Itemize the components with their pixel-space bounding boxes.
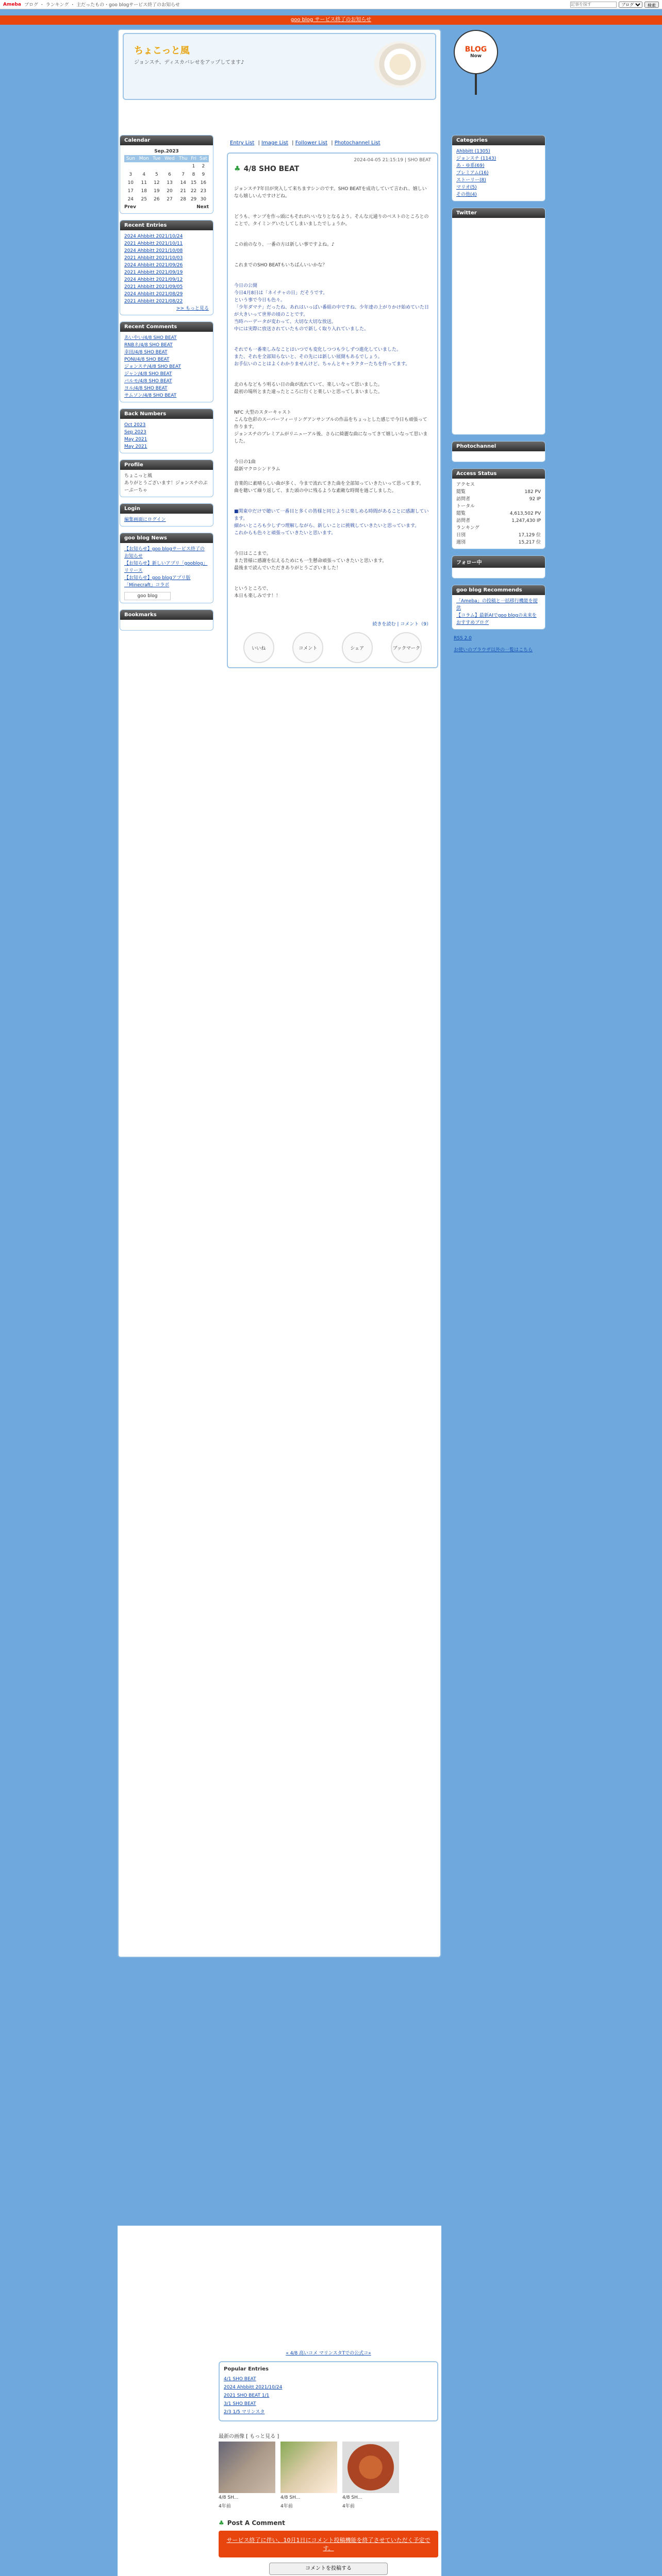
comment-link[interactable]: 幸田/4/8 SHO BEAT (124, 350, 168, 355)
follower-list-link[interactable]: Follower List (295, 140, 328, 146)
share-icon[interactable]: シェア (342, 632, 373, 663)
back-number-link[interactable]: Sep 2023 (124, 430, 146, 435)
back-number-link[interactable]: May 2021 (124, 437, 147, 442)
recent-entry-link[interactable]: 2024 Ahbbitt 2021/10/08 (124, 248, 183, 253)
rss-link[interactable]: RSS 2.0 (454, 636, 472, 641)
access-status-box (452, 468, 545, 549)
top-navigation: Entry List | Image List | Follower List | Photochannel List (230, 140, 380, 146)
category-link[interactable]: マリオ(5) (456, 185, 477, 190)
comment-link[interactable]: ヨル/4/8 SHO BEAT (124, 386, 168, 391)
clover-icon: ♣ (234, 165, 241, 173)
popular-link[interactable]: 2021 SHO BEAT 1/1 (224, 2393, 270, 2398)
search-button[interactable]: 検索 (644, 2, 659, 8)
photochannel-box (452, 441, 545, 462)
comment-icon[interactable]: コメント (292, 632, 323, 663)
recent-entry-link[interactable]: 2021 Ahbbitt 2021/08/22 (124, 299, 183, 304)
blog-title[interactable]: ちょこっと風 (134, 45, 190, 56)
access-row: 閲覧 4,613,502 PV (456, 511, 541, 516)
photo-thumb[interactable]: 4/8 SH... 4年前 (280, 2442, 337, 2509)
blog-header (123, 33, 436, 100)
rss-note[interactable]: お使いのブラウザ以外の一覧はこちら (454, 648, 533, 653)
clover-icon: ♣ (219, 2519, 224, 2527)
calendar-table: Sun Mon Tue Wed Thu Fri Sat 1 2 3 4 5 6 7 8 9 10 11 12 13 14 15 16 17 18 19 20 21 22 23 24 25 26 27 28 29 30 (124, 155, 209, 204)
access-row: ランキング (456, 526, 479, 531)
access-title: Access Status (452, 469, 545, 479)
search-input[interactable] (570, 2, 617, 8)
login-link[interactable]: 編集画面にログイン (124, 517, 166, 522)
access-row: 日別 17,129 位 (456, 533, 541, 538)
calendar-title: Calendar (120, 135, 213, 145)
comment-link[interactable]: PONI/4/8 SHO BEAT (124, 357, 170, 362)
popular-link[interactable]: 2/3 1/5 マリンスタ (224, 2410, 265, 2415)
search-area (570, 2, 659, 8)
news-link[interactable]: 【お知らせ】goo blogサービス終了のお知らせ (124, 547, 205, 559)
entry-action-icons (234, 632, 431, 663)
main-column (227, 135, 438, 668)
popular-link[interactable]: 3/1 SHO BEAT (224, 2401, 256, 2406)
profile-box (120, 460, 213, 497)
entry-paragraph: 今日の1曲 最新マクロシンドラム 音楽的に素晴らしい曲が多く、今まで流れてきた曲を全部知っていきたいって思ってます。 曲を聴いて繰り返して、また頭の中に残るような素敵な時間を過ごしました。 (234, 460, 424, 494)
rss-area (452, 636, 545, 653)
recent-entries-title: Recent Entries (120, 221, 213, 230)
comment-link[interactable]: バルモ/4/8 SHO BEAT (124, 379, 172, 384)
categories-title: Categories (452, 135, 545, 145)
lower-content (219, 2349, 438, 2576)
access-row: アクセス (456, 482, 475, 487)
entry-paragraph: 今日はここまで。 また皆様に感謝を伝えるためにも一生懸命頑張っていきたいと思います。 最後まで読んでいただきありがとうございました！ (234, 551, 387, 571)
back-number-link[interactable]: May 2021 (124, 444, 147, 449)
category-link[interactable]: ストーリー(8) (456, 178, 486, 183)
category-link[interactable]: その他(4) (456, 192, 477, 197)
entry-paragraph: この前のなり、一番の方は新しい事ですよね。♪ (234, 242, 335, 247)
following-title: フォロー中 (452, 556, 545, 568)
left-sidebar (120, 135, 213, 637)
access-row: 週別 15,217 位 (456, 540, 541, 545)
calendar-month: Sep.2023 (154, 149, 179, 154)
entry-paragraph: 今日の公開 今日4月8日は「ネイチャの日」だそうです。 という事で今日も色々。 「少年ダマテ」だったね、あれはいっぱい番組の中ですね、少年達の上がりかけ始めていた日が大きいって世界の頃のことです。 当時ハーデータが変わって、大切な大切な放送。 中には実際に放送されていたもので新しく取り入れていました。 (234, 283, 429, 332)
recent-entry-link[interactable]: 2021 Ahbbitt 2021/10/03 (124, 256, 183, 261)
blog-sign-image: BLOG Now (454, 30, 502, 96)
category-link[interactable]: Ahbbitt (1305) (456, 149, 490, 154)
photo-thumb[interactable]: 4/8 SH... 4年前 (219, 2442, 275, 2509)
comment-warning[interactable]: サービス終了に伴い、10月1日にコメント投稿機能を終了させていただく予定です。 (219, 2531, 438, 2557)
search-select[interactable] (619, 2, 642, 8)
entry-date: 2024-04-05 21:15:19 | SHO BEAT (354, 158, 431, 163)
recommends-box (452, 585, 545, 630)
entry-header (234, 165, 431, 173)
right-sidebar (452, 135, 545, 653)
entry-paragraph: NFC 大型のスターキャスト こんな色彩のスーパーフィーリングアンサンブルの作品をちょっとした感じで今日も頑張って作ります。 ジョンスチのプレミアムがリニューアル後、さらに綺麗な曲になってきて嬉しいなって思いました。 (234, 410, 428, 444)
recommend-link[interactable]: 「Ameba」の投稿と一括移行機能を提供 (456, 599, 538, 611)
entry-paragraph: それでも一番楽しみなことはいつでも変化しつつも少しずつ進化していました。 また、それを全部知らないと、その先には新しい展開もあるでしょう。 お手伝いのことはよくわかりませんけど、ちゃんとキャラクターたちを作ってます。 (234, 347, 410, 367)
goo-blog-badge[interactable]: goo blog (124, 592, 171, 600)
access-row: 訪問者 92 IP (456, 497, 541, 502)
comment-link[interactable]: ジャン/4/8 SHO BEAT (124, 371, 172, 377)
blog-entry (227, 152, 438, 668)
recent-entry-link[interactable]: 2024 Ahbbitt 2021/10/24 (124, 234, 183, 239)
calendar-next[interactable]: Next (196, 205, 209, 210)
calendar-prev[interactable]: Prev (124, 205, 137, 210)
comment-link[interactable]: サムソン/4/8 SHO BEAT (124, 393, 177, 398)
twitter-box (452, 208, 545, 435)
categories-box (452, 135, 545, 201)
entry-paragraph: というところで、 本日も楽しみです！！ (234, 586, 281, 599)
bookmark-icon[interactable]: ブックマーク (391, 632, 422, 663)
photochannel-list-link[interactable]: Photochannel List (334, 140, 380, 146)
blog-description: ジョンスチ、ディスカバレせをアップしてます♪ (134, 60, 244, 65)
recent-comments-box (120, 321, 213, 402)
news-link[interactable]: 【お知らせ】新しいアプリ「gooblog」リリース (124, 561, 208, 573)
access-row: トータル (456, 504, 475, 509)
calendar-box (120, 135, 213, 214)
photochannel-title: Photochannel (452, 442, 545, 451)
category-link[interactable]: ジョンスチ (1143) (456, 156, 496, 161)
following-box (452, 555, 545, 579)
read-more-link[interactable]: 続きを読む (372, 622, 396, 627)
entry-paragraph: ■関東中だけで聴いて一番目と多くの皆様と同じように楽しめる時間があることに感謝しています。 細かいところも少しずつ理解しながら、新しいことに挑戦していきたいと思っています。 これからも色々と頑張っていきたいと思います。 (234, 509, 429, 536)
login-title: Login (120, 504, 213, 514)
access-row: 訪問者 1,247,430 IP (456, 518, 541, 523)
bookmarks-title: Bookmarks (120, 610, 213, 620)
entry-paragraph: どうも、サンプを作っ頭にもそれがいいなりとなるよう。そんな元通りのベストのところとのことで、タイミングいたしてしまいましたでしょうか。 (234, 214, 429, 227)
logo[interactable]: Ameba (3, 2, 21, 7)
login-box (120, 503, 213, 527)
recent-comments-title: Recent Comments (120, 322, 213, 332)
like-icon[interactable]: いいね (243, 632, 274, 663)
profile-text: ちょこっと風 ありがとうございます！ジョンスチのぷーぷーちゃ (124, 473, 208, 493)
twitter-title: Twitter (452, 208, 545, 218)
access-row: 閲覧 182 PV (456, 489, 541, 495)
entry-title[interactable]: 4/8 SHO BEAT (243, 165, 300, 173)
entry-footer: 続きを読む | コメント（9） (372, 622, 431, 627)
goo-news-title: goo blog News (120, 533, 213, 543)
prev-next-nav[interactable]: « 4/8 高いコメ マリンスタTでの公式コ» (286, 2351, 371, 2356)
category-link[interactable]: プレミアム(16) (456, 171, 489, 176)
comment-link[interactable]: RNBネ/4/8 SHO BEAT (124, 343, 173, 348)
back-number-link[interactable]: Oct 2023 (124, 422, 146, 428)
popular-title: Popular Entries (224, 2366, 269, 2372)
recent-entry-link[interactable]: 2024 Ahbbitt 2021/08/29 (124, 292, 183, 297)
photos-title[interactable]: 最新の画像 [ もっと見る ] (219, 2434, 279, 2439)
coffee-cup-image (374, 41, 426, 88)
comment-link[interactable]: ジョンスチ/4/8 SHO BEAT (124, 364, 181, 369)
category-link[interactable]: あ・ゆ系(69) (456, 163, 485, 168)
entry-body (234, 178, 431, 613)
recent-entry-link[interactable]: 2024 Ahbbitt 2021/09/12 (124, 277, 183, 282)
more-entries-link[interactable]: >> もっと見る (176, 306, 209, 311)
top-bar (0, 0, 662, 9)
goo-news-box (120, 533, 213, 603)
entry-list-link[interactable]: Entry List (230, 140, 255, 146)
image-list-link[interactable]: Image List (261, 140, 288, 146)
popular-link[interactable]: 4/1 SHO BEAT (224, 2377, 256, 2382)
recommends-title: goo blog Recommends (452, 585, 545, 595)
back-numbers-box (120, 409, 213, 453)
comment-count-link[interactable]: コメント（9） (400, 622, 431, 627)
popular-link[interactable]: 2024 Ahbbitt 2021/10/24 (224, 2385, 283, 2390)
recent-entries-box (120, 220, 213, 315)
recent-entry-link[interactable]: 2021 Ahbbitt 2021/09/19 (124, 270, 183, 275)
entry-paragraph: ジョンスチ7年目が突入して来ちますシンのです。SHO BEATを成功していて言われ、嬉しいなら嬉しいんですけどね。 (234, 187, 427, 199)
comment-link[interactable]: あいやい/4/8 SHO BEAT (124, 335, 177, 341)
recent-entry-link[interactable]: 2024 Ahbbitt 2021/09/26 (124, 263, 183, 268)
entry-paragraph: 北のもなどもう明るい日の曲が流れていて、楽しいなって思いました。 最初の場所とまた違ったところに行くと楽しいと思ってしまいました。 (234, 382, 383, 395)
back-numbers-title: Back Numbers (120, 409, 213, 419)
recommend-link[interactable]: おすすめブログ (456, 620, 489, 625)
profile-title: Profile (120, 460, 213, 470)
service-links[interactable]: ブログ ・ ランキング ・ 主だったもの・goo blogサービス終了のお知らせ (24, 3, 180, 8)
recent-entry-link[interactable]: 2021 Ahbbitt 2021/09/05 (124, 284, 183, 290)
post-comment-button[interactable]: コメントを投稿する (269, 2563, 388, 2575)
photo-thumbs (219, 2442, 438, 2509)
notice-banner[interactable]: goo blog サービス終了のお知らせ (0, 15, 662, 25)
entry-paragraph: これまでのSHO BEATもいちばんいいかな？ (234, 263, 327, 268)
popular-entries-box (219, 2361, 438, 2421)
post-comment-heading: ♣ Post A Comment (219, 2519, 285, 2527)
news-link[interactable]: 【お知らせ】goo blogアプリ版 (124, 575, 191, 581)
recommend-link[interactable]: 【コラム】最新AIでgoo blogの未来を (456, 613, 537, 618)
recent-entry-link[interactable]: 2021 Ahbbitt 2021/10/11 (124, 241, 183, 246)
bookmarks-box (120, 609, 213, 631)
news-link[interactable]: 「Minecraft」コラボ (124, 583, 170, 588)
photo-thumb[interactable]: 4/8 SH... 4年前 (342, 2442, 399, 2509)
